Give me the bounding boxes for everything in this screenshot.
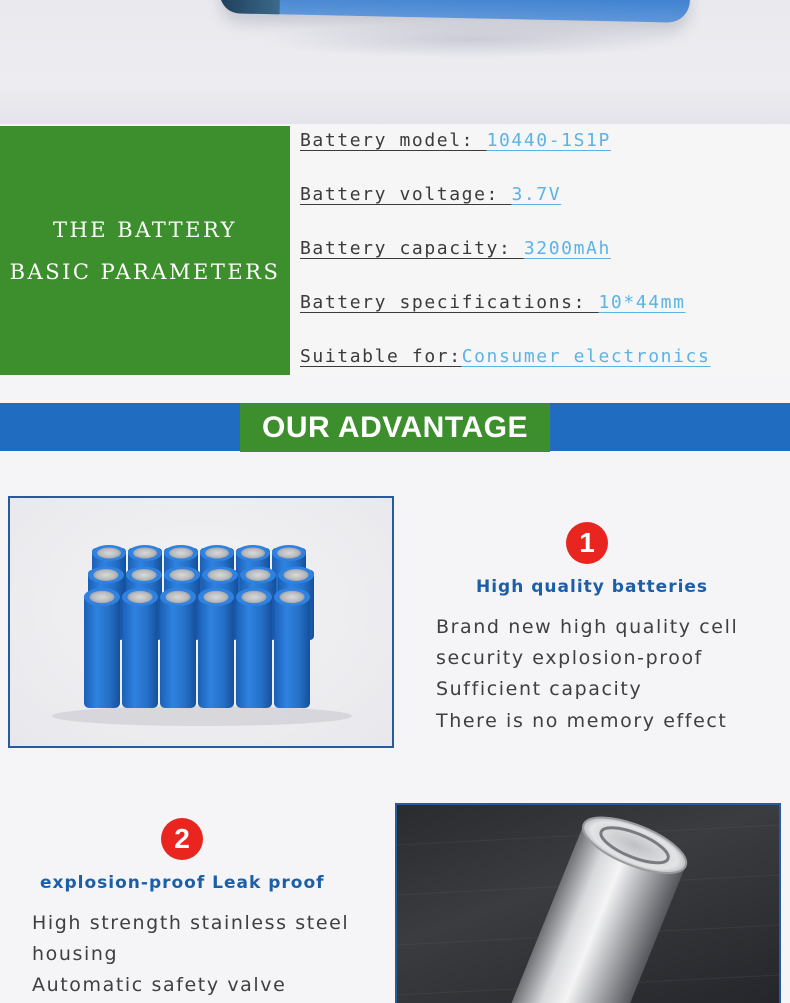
steel-cell-illustration — [397, 805, 779, 1003]
param-row-voltage — [300, 184, 561, 205]
parameters-heading-panel — [0, 126, 290, 375]
param-value: 10440-1S1P — [486, 130, 611, 151]
advantage-line: Brand new high quality cell — [436, 616, 739, 638]
parameters-heading-line2: BASIC PARAMETERS — [9, 259, 281, 284]
parameters-heading-line1: THE BATTERY — [52, 217, 238, 242]
param-value: 3200mAh — [523, 238, 611, 259]
advantage-number-badge-2: 2 — [161, 818, 203, 860]
advantage-line: High strength stainless steel — [32, 912, 350, 934]
battery-cells-photo — [8, 496, 394, 748]
battery-cell-image — [220, 0, 691, 23]
param-row-model — [300, 130, 611, 151]
advantage-line: security explosion-proof — [436, 647, 703, 669]
param-label: Battery capacity: — [300, 238, 524, 259]
advantage-banner — [240, 403, 550, 452]
battery-cells-illustration — [10, 498, 392, 746]
param-label: Battery model: — [300, 130, 487, 151]
param-value: 10*44mm — [598, 292, 686, 313]
param-row-capacity — [300, 238, 611, 259]
param-label: Suitable for: — [300, 346, 462, 367]
parameters-list — [290, 126, 790, 375]
param-value: Consumer electronics — [461, 346, 711, 367]
param-label: Battery voltage: — [300, 184, 512, 205]
battery-wrap-print — [220, 0, 281, 14]
advantage-title-1: High quality batteries — [476, 577, 709, 597]
advantage-line: housing — [32, 943, 119, 965]
param-label: Battery specifications: — [300, 292, 599, 313]
advantage-number-badge-1: 1 — [566, 522, 608, 564]
param-row-specifications — [300, 292, 686, 313]
advantage-title-2: explosion-proof Leak proof — [40, 873, 325, 893]
advantage-line: There is no memory effect — [436, 710, 728, 732]
param-row-suitable-for — [300, 346, 710, 367]
advantage-line: Automatic safety valve — [32, 974, 287, 996]
param-value: 3.7V — [511, 184, 562, 205]
steel-housing-photo — [395, 803, 781, 1003]
product-photo-top — [0, 0, 790, 124]
battery-shadow — [260, 22, 680, 58]
advantage-line: Sufficient capacity — [436, 678, 643, 700]
advantage-title: OUR ADVANTAGE — [262, 410, 528, 444]
